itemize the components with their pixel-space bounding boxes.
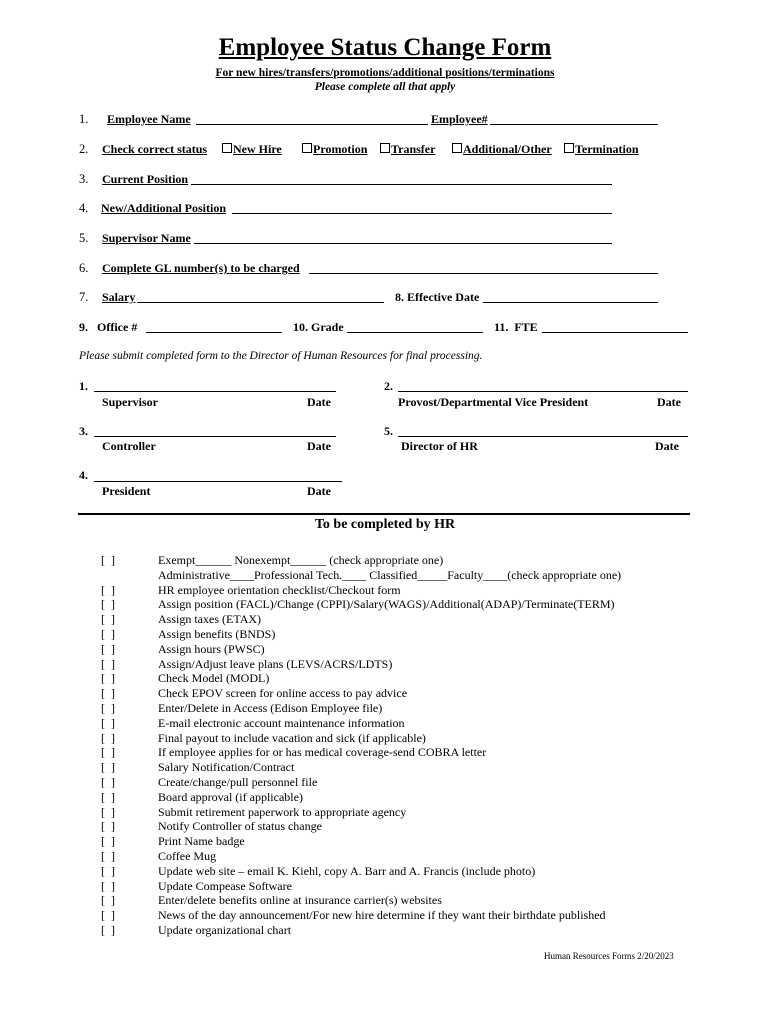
task-checkbox[interactable]: [ ] — [101, 701, 115, 715]
current-position-field[interactable] — [191, 184, 612, 185]
signature-number: 5. — [384, 424, 393, 438]
task-item: Submit retirement paperwork to appropriate agency — [158, 804, 407, 819]
field-number: 3. — [79, 172, 89, 186]
salary-field[interactable] — [137, 302, 384, 303]
field-number: 4. — [79, 201, 89, 215]
president-signature-line[interactable] — [94, 481, 342, 482]
fte-label: 11. FTE — [494, 320, 538, 334]
status-option-additional[interactable]: Additional/Other — [452, 142, 552, 157]
status-option-termination[interactable]: Termination — [564, 142, 639, 157]
task-item: Enter/delete benefits online at insurance carrier(s) websites — [158, 893, 442, 908]
provost-signature-line[interactable] — [398, 391, 688, 392]
task-item: Board approval (if applicable) — [158, 789, 303, 804]
task-checkbox[interactable]: [ ] — [101, 863, 115, 878]
status-option-promotion[interactable]: Promotion — [302, 142, 367, 157]
task-checkbox[interactable]: [ ] — [101, 923, 115, 937]
task-checkbox[interactable]: [ ] — [101, 686, 115, 701]
instructions: Please complete all that apply — [314, 81, 456, 93]
task-checkbox[interactable]: [ ] — [101, 627, 115, 641]
task-checkbox[interactable]: [ ] — [101, 597, 115, 612]
provost-signature-label: Provost/Departmental Vice President — [398, 395, 589, 409]
gl-number-label: Complete GL number(s) to be charged — [102, 261, 300, 275]
submission-note: Please submit completed form to the Director of Human Resources for final processing. — [79, 350, 483, 362]
task-checkbox[interactable]: [ ] — [101, 730, 115, 745]
field-number: 1. — [79, 112, 89, 126]
task-checkbox[interactable]: [ ] — [101, 656, 115, 671]
task-checkbox[interactable]: [ ] — [101, 745, 115, 760]
checkbox-icon[interactable] — [452, 143, 462, 153]
task-item: Assign hours (PWSC) — [158, 641, 265, 656]
date-label: Date — [657, 395, 681, 409]
checkbox-icon[interactable] — [564, 143, 574, 153]
task-item: Assign benefits (BNDS) — [158, 627, 276, 641]
status-option-new-hire[interactable]: New Hire — [222, 142, 282, 157]
employee-name-field[interactable] — [196, 124, 428, 125]
task-item: Update organizational chart — [158, 923, 292, 937]
date-label: Date — [655, 439, 679, 453]
task-checkbox[interactable]: [ ] — [101, 834, 115, 849]
task-item: Enter/Delete in Access (Edison Employee file) — [158, 701, 383, 715]
controller-signature-line[interactable] — [94, 436, 336, 437]
task-item: Update Compease Software — [158, 878, 292, 893]
controller-signature-label: Controller — [102, 439, 156, 453]
signature-number: 4. — [79, 468, 88, 482]
task-checkbox[interactable]: [ ] — [101, 775, 115, 789]
task-item: If employee applies for or has medical coverage-send COBRA letter — [158, 745, 487, 760]
task-checkbox[interactable]: [ ] — [101, 789, 115, 804]
task-item: Assign taxes (ETAX) — [158, 612, 262, 627]
employee-name-label: Employee Name — [107, 112, 191, 126]
task-checkbox[interactable]: [ ] — [101, 612, 115, 627]
task-item: Update web site – email K. Kiehl, copy A. Barr and A. Francis (include photo) — [158, 863, 536, 878]
grade-field[interactable] — [347, 332, 483, 333]
field-number: 6. — [79, 261, 89, 275]
new-position-label: New/Additional Position — [101, 201, 227, 215]
task-item: Check Model (MODL) — [158, 671, 270, 686]
office-label: 9. Office # — [79, 320, 138, 334]
checkbox-icon[interactable] — [380, 143, 390, 153]
task-checkbox[interactable]: [ ] — [101, 819, 115, 834]
employee-number-label: Employee# — [431, 112, 488, 126]
task-item: Create/change/pull personnel file — [158, 775, 318, 789]
salary-label: Salary — [102, 290, 136, 304]
employee-number-field[interactable] — [490, 124, 658, 125]
task-item: Administrative____Professional Tech.____ Classified_____Faculty____(check appropriate one) — [158, 567, 622, 582]
check-status-label: Check correct status — [102, 142, 208, 156]
task-item: Final payout to include vacation and sick (if applicable) — [158, 730, 426, 745]
date-label: Date — [307, 484, 331, 498]
task-checkbox[interactable]: [ ] — [101, 908, 115, 923]
task-checkbox[interactable]: [ ] — [101, 641, 115, 656]
task-checkbox[interactable]: [ ] — [101, 582, 115, 597]
page-subtitle: For new hires/transfers/promotions/additional positions/terminations — [215, 67, 555, 79]
task-checkbox[interactable]: [ ] — [101, 760, 115, 775]
signature-number: 3. — [79, 424, 88, 438]
office-field[interactable] — [146, 332, 282, 333]
task-checkbox[interactable]: [ ] — [101, 804, 115, 819]
new-position-field[interactable] — [232, 213, 612, 214]
checkbox-icon[interactable] — [302, 143, 312, 153]
field-number: 2. — [79, 142, 89, 156]
hr-section-heading: To be completed by HR — [314, 517, 456, 532]
task-checkbox[interactable]: [ ] — [101, 878, 115, 893]
task-item: Coffee Mug — [158, 849, 217, 863]
effective-date-field[interactable] — [483, 302, 658, 303]
task-checkbox[interactable]: [ ] — [101, 553, 115, 567]
task-item: News of the day announcement/For new hire determine if they want their birthdate published — [158, 908, 606, 923]
task-item: HR employee orientation checklist/Checkout form — [158, 582, 401, 597]
task-item: Check EPOV screen for online access to pay advice — [158, 686, 408, 701]
date-label: Date — [307, 439, 331, 453]
supervisor-signature-label: Supervisor — [102, 395, 159, 409]
director-hr-signature-label: Director of HR — [401, 439, 478, 453]
task-item: Assign/Adjust leave plans (LEVS/ACRS/LDTS) — [158, 656, 393, 671]
section-divider — [78, 513, 690, 515]
supervisor-name-label: Supervisor Name — [102, 231, 191, 245]
task-checkbox[interactable]: [ ] — [101, 715, 115, 730]
page-title: Employee Status Change Form — [218, 34, 552, 61]
task-item: Notify Controller of status change — [158, 819, 322, 834]
task-item: Assign position (FACL)/Change (CPPI)/Salary(WAGS)/Additional(ADAP)/Terminate(TERM) — [158, 597, 615, 612]
supervisor-signature-line[interactable] — [94, 391, 336, 392]
director-hr-signature-line[interactable] — [398, 436, 688, 437]
signature-number: 1. — [79, 379, 88, 393]
current-position-label: Current Position — [102, 172, 189, 186]
field-number: 5. — [79, 231, 89, 245]
date-label: Date — [307, 395, 331, 409]
footer: Human Resources Forms 2/20/2023 — [544, 951, 674, 961]
signature-number: 2. — [384, 379, 393, 393]
task-item: Exempt______ Nonexempt______ (check appropriate one) — [158, 553, 444, 567]
gl-number-field[interactable] — [309, 273, 658, 274]
field-number: 7. — [79, 290, 89, 304]
task-item: Salary Notification/Contract — [158, 760, 295, 775]
task-checkbox[interactable]: [ ] — [101, 893, 115, 908]
task-item: E-mail electronic account maintenance information — [158, 715, 405, 730]
task-checkbox[interactable]: [ ] — [101, 849, 115, 863]
checkbox-icon[interactable] — [222, 143, 232, 153]
grade-label: 10. Grade — [293, 320, 344, 334]
task-item: Print Name badge — [158, 834, 245, 849]
status-option-transfer[interactable]: Transfer — [380, 142, 435, 157]
president-signature-label: President — [102, 484, 151, 498]
effective-date-label: 8. Effective Date — [395, 290, 480, 304]
task-checkbox[interactable]: [ ] — [101, 671, 115, 686]
fte-field[interactable] — [542, 332, 688, 333]
supervisor-name-field[interactable] — [194, 243, 612, 244]
